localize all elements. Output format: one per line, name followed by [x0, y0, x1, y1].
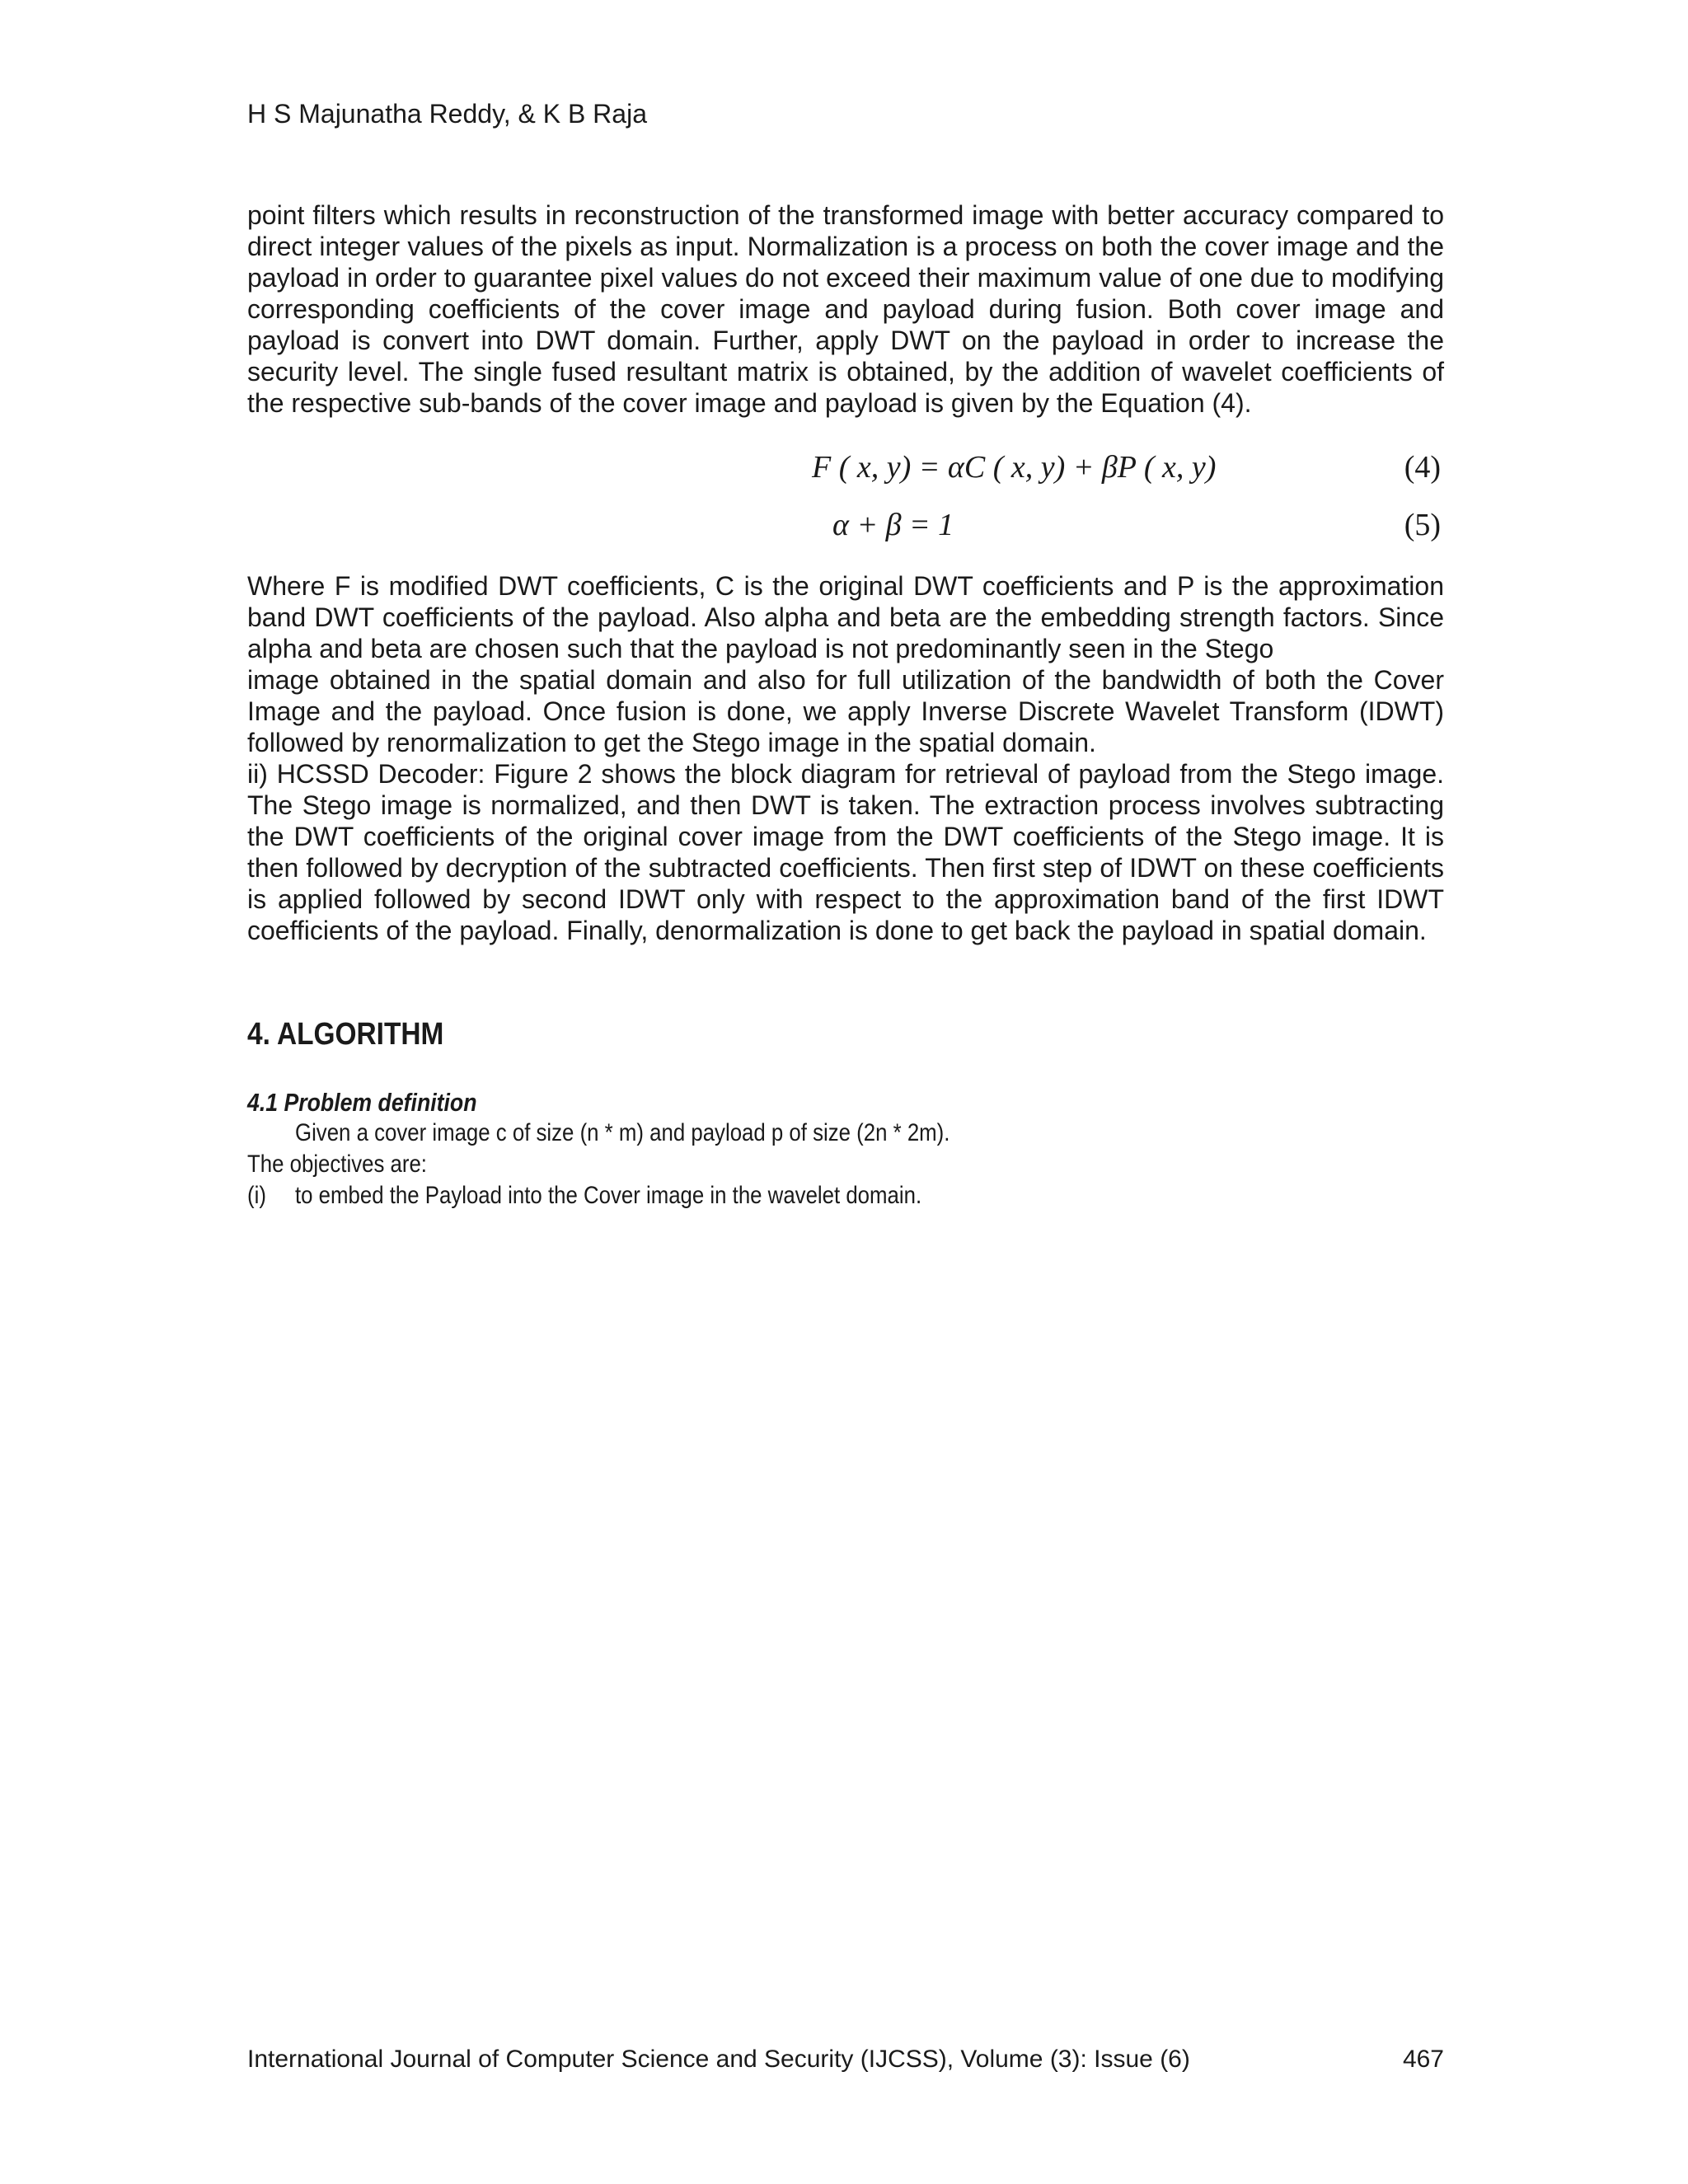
equation-4: F ( x, y) = αC ( x, y) + βP ( x, y) [812, 450, 1217, 485]
body-paragraph-2 [247, 570, 1444, 946]
objective-i-text: to embed the Payload into the Cover image in the wavelet domain. [295, 1182, 922, 1209]
equation-4-number: (4) [1404, 450, 1441, 485]
footer-page-number: 467 [1402, 2046, 1444, 2073]
paragraph-text-c: ii) HCSSD Decoder: Figure 2 shows the block diagram for retrieval of payload from the Stego image. The Stego image is normalized, and then DWT is taken. The extraction process involves subtracting the DWT coefficients of the original cover image from the DWT coefficients of the Stego image. It is then followed by decryption of the subtracted coefficients. Then first step of IDWT on these coefficients is applied followed by second IDWT only with respect to the approximation band of the first IDWT coefficients of the payload. Finally, denormalization is done to get back the payload in spatial domain. [247, 759, 1444, 945]
subsection-heading: 4.1 Problem definition [247, 1088, 477, 1117]
paragraph-text-a: Where F is modified DWT coefficients, C is the original DWT coefficients and P is the approximation band DWT coefficients of the payload. Also alpha and beta are the embedding strength factors. Since alpha and beta are chosen such that the payload is not predominantly seen in the Stego [247, 571, 1444, 663]
objective-i-marker: (i) [247, 1182, 266, 1209]
section-heading: 4. ALGORITHM [247, 1017, 444, 1052]
equation-5: α + β = 1 [832, 508, 954, 542]
equation-5-number: (5) [1404, 508, 1441, 542]
body-paragraph-1 [247, 199, 1444, 419]
paragraph-text: point filters which results in reconstruction of the transformed image with better accuracy compared to direct integer values of the pixels as input. Normalization is a process on both the cover image and the payload in order to guarantee pixel values do not exceed their maximum value of one due to modifying corresponding coefficients of the cover image and payload during fusion. Both cover image and payload is convert into DWT domain. Further, apply DWT on the payload in order to increase the security level. The single fused resultant matrix is obtained, by the addition of wavelet coefficients of the respective sub-bands of the cover image and payload is given by the Equation (4). [247, 200, 1444, 418]
running-header-authors: H S Majunatha Reddy, & K B Raja [247, 99, 647, 129]
objectives-label: The objectives are: [247, 1151, 427, 1178]
footer-journal: International Journal of Computer Science and Security (IJCSS), Volume (3): Issue (6) [247, 2046, 1190, 2073]
paragraph-text-b: image obtained in the spatial domain and also for full utilization of the bandwidth of both the Cover Image and the payload. Once fusion is done, we apply Inverse Discrete Wavelet Transform (IDWT) followed by renormalization to get the Stego image in the spatial domain. [247, 665, 1444, 757]
problem-given-line: Given a cover image c of size (n * m) and payload p of size (2n * 2m). [295, 1119, 950, 1146]
